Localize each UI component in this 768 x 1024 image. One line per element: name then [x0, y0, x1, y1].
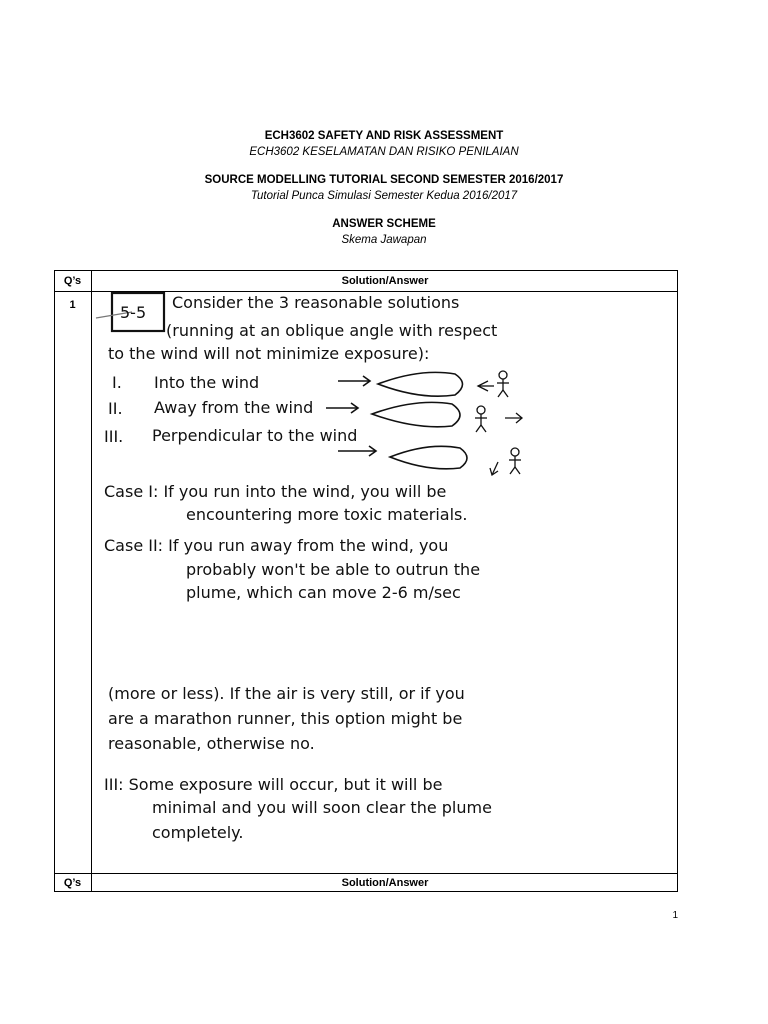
wind-arrow-1 [338, 376, 370, 386]
intro-line-3: to the wind will not minimize exposure): [108, 344, 430, 363]
problem-label: 5-5 [120, 303, 147, 322]
plume-1 [378, 372, 463, 396]
scheme-title-translation: Skema Jawapan [341, 234, 427, 246]
scheme-title: ANSWER SCHEME [332, 218, 436, 230]
row-number-cell: 1 [69, 299, 76, 311]
course-title-translation: ECH3602 KESELAMATAN DAN RISIKO PENILAIAN [249, 146, 519, 158]
intro-line-1: Consider the 3 reasonable solutions [172, 293, 460, 312]
case1-line-2: encountering more toxic materials. [186, 505, 468, 524]
case2-cont-line-2: are a marathon runner, this option might be [108, 709, 463, 728]
footer-solution-cell: Solution/Answer [341, 877, 429, 889]
course-title: ECH3602 SAFETY AND RISK ASSESSMENT [264, 130, 504, 142]
page-number: 1 [672, 910, 678, 921]
runner-2-icon [475, 406, 522, 432]
plume-2 [372, 402, 460, 426]
option-3-text: Perpendicular to the wind [152, 426, 358, 445]
case3-line-2: minimal and you will soon clear the plume [152, 798, 492, 817]
runner-3-icon [490, 448, 521, 475]
wind-arrow-3 [338, 446, 376, 456]
option-2-text: Away from the wind [154, 398, 314, 417]
header-q-cell: Q’s [63, 275, 82, 287]
case3-line-3: completely. [152, 823, 244, 842]
case2-line-2: probably won't be able to outrun the [186, 560, 481, 579]
wind-arrow-2 [326, 403, 358, 413]
case3-line-1: III: Some exposure will occur, but it will be [104, 775, 443, 794]
tutorial-title: SOURCE MODELLING TUTORIAL SECOND SEMESTER 2016/2017 [204, 174, 564, 186]
tutorial-title-translation: Tutorial Punca Simulasi Semester Kedua 2016/2017 [250, 190, 518, 202]
footer-q-cell: Q’s [63, 877, 82, 889]
case2-line-1: Case II: If you run away from the wind, you [104, 536, 449, 555]
case2-line-3: plume, which can move 2-6 m/sec [186, 583, 461, 602]
case2-cont-line-1: (more or less). If the air is very still, or if you [108, 684, 465, 703]
header-solution-cell: Solution/Answer [341, 275, 429, 287]
option-2-number: II. [108, 399, 123, 418]
case1-line-1: Case I: If you run into the wind, you will be [104, 482, 447, 501]
case2-cont-line-3: reasonable, otherwise no. [108, 734, 315, 753]
plume-3 [390, 446, 467, 469]
intro-line-2: (running at an oblique angle with respect [166, 321, 498, 340]
option-3-number: III. [104, 427, 124, 446]
option-1-text: Into the wind [154, 373, 260, 392]
runner-1-icon [478, 371, 509, 397]
option-1-number: I. [112, 373, 122, 392]
